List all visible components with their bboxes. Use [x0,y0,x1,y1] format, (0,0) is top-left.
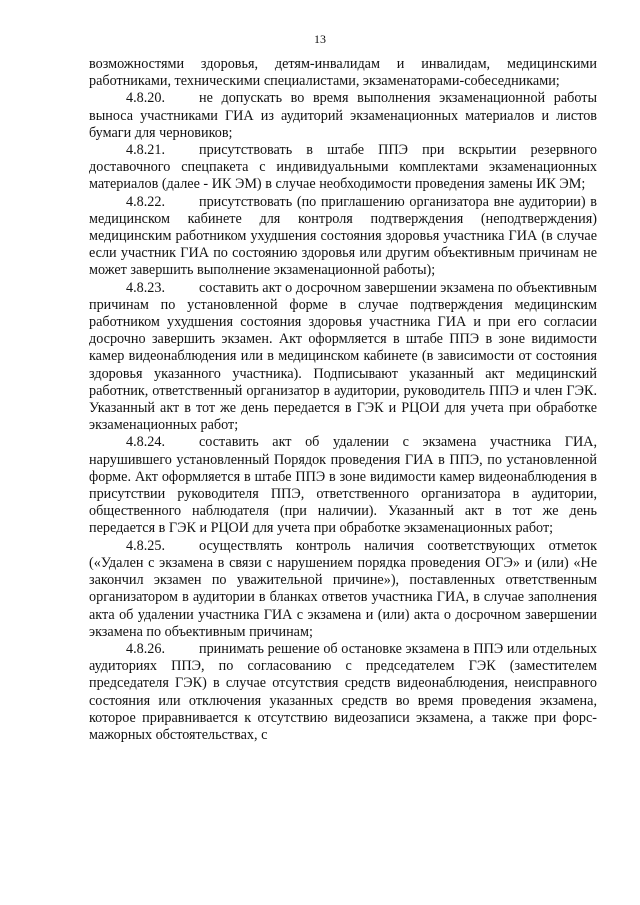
item-text: составить акт о досрочном завершении экзамена по объективным причинам по установленной форме в случае подтверждения медицинским работником ухудшения состояния здоровья участника ГИА и при его согласии досрочно завершить экзамен. Акт оформляется в штабе ППЭ в зоне видимости камер видеонаблюдения или в медицинском кабинете (в зависимости от состояния здоровья указанного участника). Подписывают указанный акт медицинский работник, ответственный организатор в аудитории, руководитель ППЭ и член ГЭК. Указанный акт в тот же день передается в ГЭК и РЦОИ для учета при обработке экзаменационных работ; [89,279,597,434]
item-number: 4.8.25. [126,537,166,554]
page-number: 13 [314,32,326,46]
item-text: присутствовать в штабе ППЭ при вскрытии резервного доставочного спецпакета с индивидуальными комплектами экзаменационных материалов (далее - ИК ЭМ) в случае необходимости проведения замены ИК ЭМ; [89,142,597,193]
list-item-4-8-22 [89,194,597,280]
item-text: составить акт об удалении с экзамена участника ГИА, нарушившего установленный Порядок проведения ГИА в ППЭ, по установленной форме. Акт оформляется в штабе ППЭ в зоне видимости камер видеонаблюдения в присутствии руководителя ППЭ, ответственного организатора в аудитории, общественного наблюдателя (при наличии). Указанный акт в тот же день передается в ГЭК и РЦОИ для учета при обработке экзаменационных работ; [89,434,597,537]
document-body [89,56,597,744]
item-number: 4.8.24. [126,434,166,451]
list-item-4-8-20 [89,90,597,142]
list-item-4-8-23 [89,280,597,435]
item-number: 4.8.20. [126,90,166,107]
item-text: не допускать во время выполнения экзаменационной работы выноса участниками ГИА из аудиторий экзаменационных материалов и листов бумаги для черновиков; [89,90,597,141]
item-text: присутствовать (по приглашению организатора вне аудитории) в медицинском кабинете для контроля подтверждения (неподтверждения) медицинским работником ухудшения состояния здоровья участника ГИА (в случае если участник ГИА по состоянию здоровья или другим объективным причинам не может завершить выполнение экзаменационной работы); [89,193,597,279]
item-number: 4.8.23. [126,279,166,296]
list-item-4-8-21 [89,142,597,194]
item-text: принимать решение об остановке экзамена в ППЭ или отдельных аудиториях ППЭ, по согласованию с председателем ГЭК (заместителем председателя ГЭК) в случае отсутствия средств видеонаблюдения, неисправного состояния или отключения указанных средств во время проведения экзамена, которое приравнивается к отсутствию видеозаписи экзамена, а также при форс-мажорных обстоятельствах, с [89,640,597,743]
item-text: осуществлять контроль наличия соответствующих отметок («Удален с экзамена в связи с нарушением порядка проведения ОГЭ» и (или) «Не закончил экзамен по уважительной причине»), поставленных ответственным организатором в аудитории в бланках ответов участника ГИА, в случае заполнения акта об удалении участника ГИА с экзамена и (или) акта о досрочном завершении экзамена по объективным причинам; [89,537,597,640]
list-item-4-8-25 [89,538,597,641]
item-number: 4.8.21. [126,142,166,159]
item-number: 4.8.22. [126,193,166,210]
continuation-paragraph: возможностями здоровья, детям-инвалидам и инвалидам, медицинскими работниками, техническими специалистами, экзаменаторами-собеседниками; [89,56,597,90]
item-number: 4.8.26. [126,640,166,657]
list-item-4-8-26 [89,641,597,744]
list-item-4-8-24 [89,434,597,537]
